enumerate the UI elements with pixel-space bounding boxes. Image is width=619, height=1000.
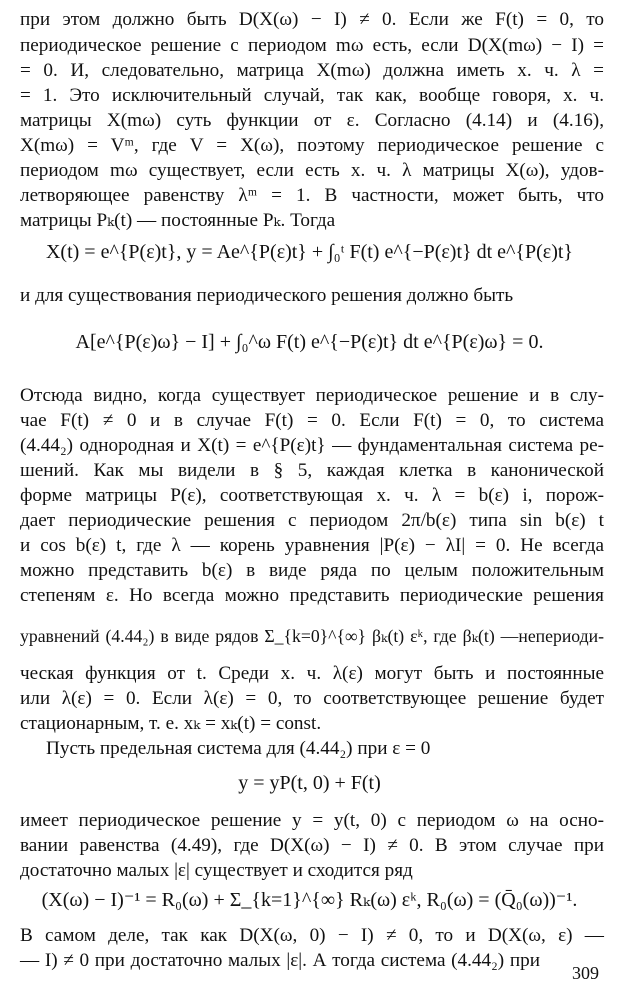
- text-line: Отсюда видно, когда существует периодическое решение и в слу-: [20, 385, 604, 406]
- text-line: матрицы X(mω) суть функции от ε. Согласно (4.14) и (4.16),: [20, 110, 604, 131]
- equation-4: (X(ω) − I)⁻¹ = R₀(ω) + Σ_{k=1}^{∞} Rₖ(ω) εᵏ, R₀(ω) = (Q̄₀(ω))⁻¹.: [41, 889, 578, 911]
- text-line: летворяющее равенству λᵐ = 1. В частности, может быть, что: [20, 185, 604, 206]
- text-line: шений. Как мы видели в § 5, каждая клетка в канонической: [20, 460, 604, 481]
- text-line: матрицы Pₖ(t) — постоянные Pₖ. Тогда: [20, 210, 336, 231]
- series-line: уравнений (4.44₂) в виде рядов Σ_{k=0}^{∞} βₖ(t) εᵏ, где βₖ(t) —непериоди-: [20, 626, 604, 646]
- text-line: В самом деле, так как D(X(ω, 0) − I) ≠ 0, то и D(X(ω, ε) —: [20, 925, 604, 946]
- text-line: или λ(ε) = 0. Если λ(ε) = 0, то соответствующее решение будет: [20, 688, 604, 709]
- equation-2: A[e^{P(ε)ω} − I] + ∫₀^ω F(t) e^{−P(ε)t} dt e^{P(ε)ω} = 0.: [75, 331, 544, 353]
- text-line: форме матрицы P(ε), соответствующая х. ч. λ = b(ε) i, порож-: [20, 485, 604, 506]
- text-line: = 1. Это исключительный случай, так как, вообще говоря, х. ч.: [20, 85, 604, 106]
- text-line: достаточно малых |ε| существует и сходится ряд: [20, 860, 413, 881]
- equation-3: y = yP(t, 0) + F(t): [238, 772, 381, 794]
- text-line: стационарным, т. е. xₖ = xₖ(t) = const.: [20, 713, 322, 734]
- text-line: дает периодические решения с периодом 2π/b(ε) типа sin b(ε) t: [20, 510, 604, 531]
- text-line: и cos b(ε) t, где λ — корень уравнения |P(ε) − λI| = 0. Не всегда: [20, 535, 604, 556]
- text-line: (4.44₂) однородная и X(t) = e^{P(ε)t} — фундаментальная система ре-: [20, 435, 604, 456]
- text-line: периодическое решение с периодом mω есть, если D(X(mω) − I) =: [20, 35, 604, 56]
- text-line: и для существования периодического решения должно быть: [20, 285, 514, 306]
- text-line: имеет периодическое решение y = y(t, 0) с периодом ω на осно-: [20, 810, 604, 831]
- text-line: при этом должно быть D(X(ω) − I) ≠ 0. Если же F(t) = 0, то: [20, 9, 604, 30]
- text-line: степеням ε. Но всегда можно представить периодические решения: [20, 585, 604, 606]
- text-line: — I) ≠ 0 при достаточно малых |ε|. А тогда система (4.44₂) при: [20, 950, 540, 971]
- text-line: = 0. И, следовательно, матрица X(mω) должна иметь х. ч. λ =: [20, 60, 604, 81]
- text-line: чае F(t) ≠ 0 и в случае F(t) = 0. Если F(t) = 0, то система: [20, 410, 604, 431]
- text-line: периодом mω существует, если есть х. ч. λ матрицы X(ω), удов-: [20, 160, 604, 181]
- text-line: Пусть предельная система для (4.44₂) при ε = 0: [46, 738, 431, 759]
- text-line: можно представить b(ε) в виде ряда по целым положительным: [20, 560, 604, 581]
- text-line: вании равенства (4.49), где D(X(ω) − I) ≠ 0. В этом случае при: [20, 835, 604, 856]
- text-line: ческая функция от t. Среди х. ч. λ(ε) могут быть и постоянные: [20, 663, 604, 684]
- page-number: 309: [572, 963, 599, 983]
- equation-1: X(t) = e^{P(ε)t}, y = Ae^{P(ε)t} + ∫₀ᵗ F(t) e^{−P(ε)t} dt e^{P(ε)t}: [45, 241, 574, 263]
- text-line: X(mω) = Vᵐ, где V = X(ω), поэтому периодическое решение с: [20, 135, 604, 156]
